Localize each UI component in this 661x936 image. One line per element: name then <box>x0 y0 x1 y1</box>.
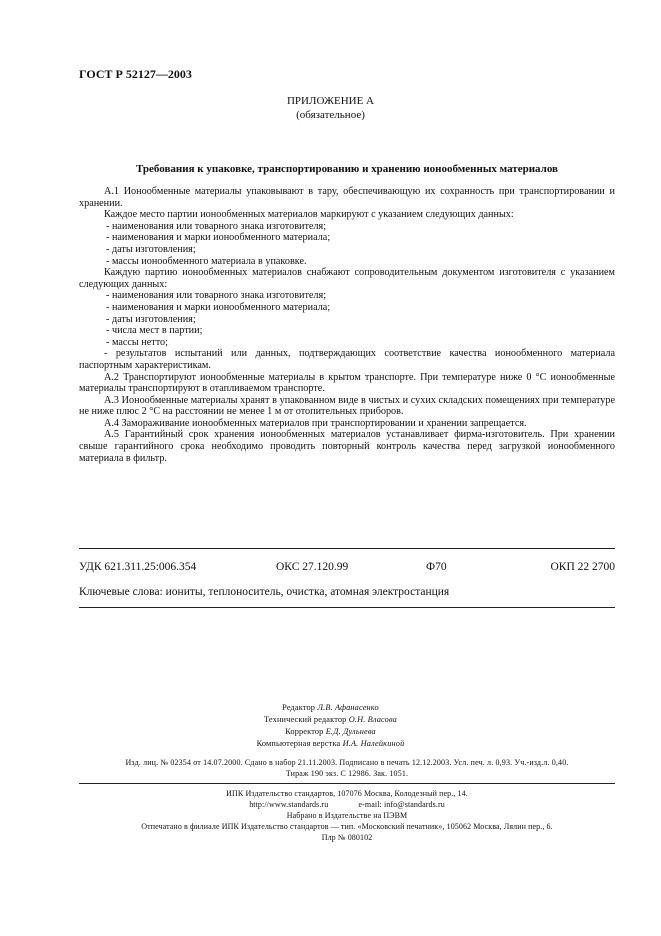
credit-name: И.А. Налейкиной <box>342 739 405 748</box>
paragraph-batch: Каждую партию ионообменных материалов снабжают сопроводительным документом изготовителя с указанием следующих данных: <box>79 267 615 290</box>
credit-tech-editor <box>0 714 661 726</box>
publisher-typeset: Набрано в Издательстве на ПЭВМ <box>286 811 408 820</box>
publication-line: Изд. лиц. № 02354 от 14.07.2000. Сдано в набор 21.11.2003. Подписано в печать 12.12.2003. Усл. печ. л. 0,93. Уч.-изд.л. 0,40. <box>125 758 569 767</box>
list-item: - результатов испытаний или данных, подтверждающих соответствие качества ионообменного материала паспортным характеристикам. <box>79 348 615 371</box>
credit-name: О.Н. Власова <box>348 715 397 724</box>
divider <box>79 783 615 784</box>
paragraph-a3: А.3 Ионообменные материалы хранят в упакованном виде в чистых и сухих складских помещениях при температуре не ниже плюс 2 °С на расстоянии не менее 1 м от отопительных приборов. <box>79 394 615 418</box>
credit-corrector <box>0 726 661 738</box>
credit-label: Корректор <box>285 727 324 736</box>
paragraph-a4: А.4 Замораживание ионообменных материалов при транспортировании и хранении запрещается. <box>104 417 527 429</box>
document-header: ГОСТ Р 52127—2003 <box>79 67 192 81</box>
list-item: - даты изготовления; <box>106 243 196 255</box>
publisher-address: ИПК Издательство стандартов, 107076 Москва, Колодезный пер., 14. <box>226 789 468 798</box>
publisher-plr: Плр № 080102 <box>321 833 373 842</box>
publication-info <box>79 757 615 779</box>
list-item: - наименования и марки ионообменного материала; <box>106 232 331 244</box>
publisher-contacts <box>79 799 615 810</box>
paragraph-a5: А.5 Гарантийный срок хранения ионообменных материалов устанавливает фирма-изготовитель. При хранении свыше гарантийного срока необходимо проводить повторный контроль качества перед загрузкой ионообменного материала в фильтр. <box>79 429 615 464</box>
credit-name: Е.Д. Дульнева <box>325 727 376 736</box>
publisher-website: http://www.standards.ru <box>249 800 329 809</box>
udk-code: УДК 621.311.25:006.354 <box>79 561 197 573</box>
divider <box>79 607 615 608</box>
paragraph-a1: А.1 Ионообменные материалы упаковывают в тару, обеспечивающую их сохранность при транспортировании и хранении. <box>79 186 615 209</box>
list-item: - наименования или товарного знака изготовителя; <box>106 290 327 302</box>
credit-name: Л.В. Афанасенко <box>317 703 379 712</box>
list-item: - даты изготовления; <box>106 313 196 325</box>
publisher-info <box>79 788 615 843</box>
list-item: - массы ионообменного материала в упаковке. <box>106 255 307 267</box>
paragraph-marking: Каждое место партии ионообменных материалов маркируют с указанием следующих данных: <box>104 209 514 221</box>
oks-code: ОКС 27.120.99 <box>276 561 349 573</box>
section-title: Требования к упаковке, транспортированию и хранению ионообменных материалов <box>135 163 558 175</box>
publication-line: Тираж 190 экз. С 12986. Зак. 1051. <box>285 769 409 778</box>
okp-code: ОКП 22 2700 <box>550 561 615 573</box>
annex-subtitle: (обязательное) <box>296 109 365 121</box>
credit-label: Компьютерная верстка <box>256 739 341 748</box>
publisher-printed: Отпечатано в филиале ИПК Издательство стандартов — тип. «Московский печатник», 105062 Москва, Лялин пер., 6. <box>141 822 553 831</box>
credit-layout <box>0 738 661 750</box>
credit-label: Технический редактор <box>264 715 347 724</box>
keywords: Ключевые слова: иониты, теплоноситель, очистка, атомная электростанция <box>79 586 450 598</box>
f-code: Ф70 <box>426 561 447 573</box>
publisher-email: e-mail: info@standards.ru <box>358 800 445 809</box>
body-text <box>79 186 615 464</box>
annex-title: ПРИЛОЖЕНИЕ А <box>286 95 374 107</box>
divider <box>79 548 615 549</box>
list-item: - наименования или товарного знака изготовителя; <box>106 220 327 232</box>
credit-label: Редактор <box>282 703 316 712</box>
list-item: - массы нетто; <box>106 336 168 348</box>
list-item: - числа мест в партии; <box>106 325 203 337</box>
credit-editor <box>0 702 661 714</box>
list-item: - наименования и марки ионообменного материала; <box>106 301 331 313</box>
paragraph-a2: А.2 Транспортируют ионообменные материалы в крытом транспорте. При температуре ниже 0 °С ионообменные материалы транспортируют в отапливаемом транспорте. <box>79 371 615 395</box>
